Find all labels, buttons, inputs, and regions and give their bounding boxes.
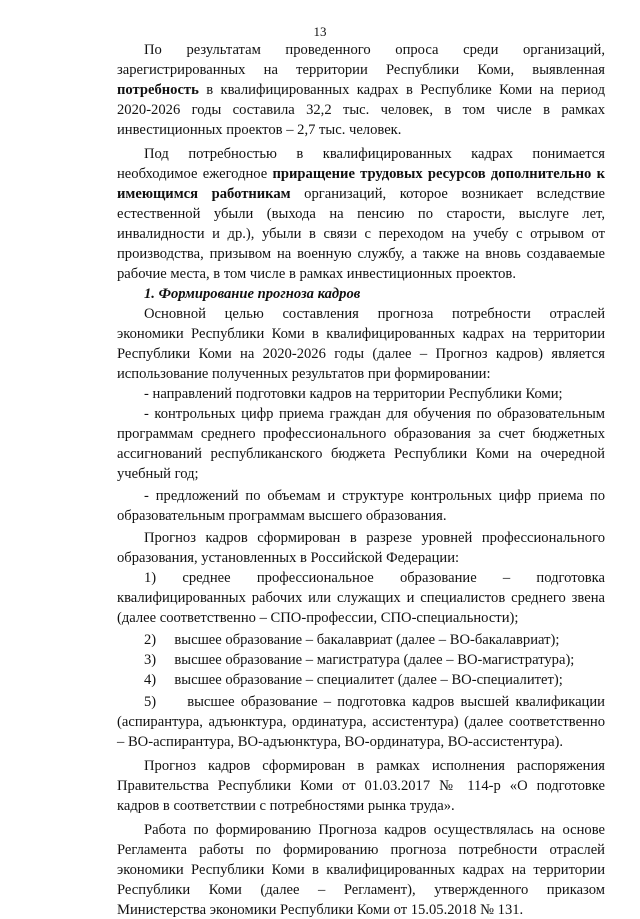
text-line: 2020-2026 годы составила 32,2 тыс. человек, в том числе в рамках — [117, 102, 605, 118]
bold-term: имеющимся работникам — [117, 186, 291, 202]
text-line: Министерства экономики Республики Коми от 15.05.2018 № 131. — [117, 902, 524, 918]
text-span: организаций, которое возникает вследствие — [290, 186, 605, 202]
section-heading: 1. Формирование прогноза кадров — [144, 286, 361, 302]
text-line: Правительства Республики Коми от 01.03.2017 № 114-р «О подготовке — [117, 778, 605, 794]
text-line: Основной целью составления прогноза потребности отраслей — [144, 306, 605, 322]
text-line: Под потребностью в квалифицированных кадрах понимается — [144, 146, 605, 162]
text-line — [117, 82, 605, 99]
text-line: (далее соответственно – СПО-профессии, СПО-специальности); — [117, 610, 519, 626]
text-line: образования, установленных в Российской Федерации: — [117, 550, 460, 566]
text-line: Республики Коми (далее – Регламент), утвержденного приказом — [117, 882, 605, 898]
text-line: Республики Коми на 2020-2026 годы (далее – Прогноз кадров) является — [117, 346, 605, 362]
text-line: - направлений подготовки кадров на территории Республики Коми; — [144, 386, 563, 402]
text-line: инвалидности и др.), убыли в связи с переходом на учебу с отрывом от — [117, 226, 605, 242]
text-line: естественной убыли (выхода на пенсию по старости, выслуге лет, — [117, 206, 605, 222]
text-line: производства, призывом на военную службу, а также на вновь создаваемые — [117, 246, 605, 262]
text-line: По результатам проведенного опроса среди организаций, — [144, 42, 605, 58]
text-line: квалифицированных рабочих или служащих и специалистов среднего звена — [117, 590, 605, 606]
text-line: 5) высшее образование – подготовка кадров высшей квалификации — [144, 694, 605, 710]
page-number: 13 — [313, 24, 327, 39]
bold-term: потребность — [117, 82, 199, 98]
text-line: экономики Республики Коми в квалифицированных кадрах на территории — [117, 862, 605, 878]
bold-term: приращение трудовых ресурсов дополнительно к — [272, 166, 605, 182]
text-line: учебный год; — [117, 466, 199, 482]
text-line: рабочие места, в том числе в рамках инвестиционных проектов. — [117, 266, 516, 282]
text-line: образовательным программам высшего образования. — [117, 508, 447, 524]
text-span: необходимое ежегодное — [117, 166, 273, 182]
text-line: ассигнований республиканского бюджета Республики Коми на очередной — [117, 446, 605, 462]
text-line — [117, 186, 605, 203]
text-line — [117, 166, 605, 183]
text-line: 1) среднее профессиональное образование – подготовка — [144, 570, 605, 586]
text-line: кадров в соответствии с потребностями рынка труда». — [117, 798, 455, 814]
text-line: 4) высшее образование – специалитет (далее – ВО-специалитет); — [144, 672, 563, 688]
text-line: Прогноз кадров сформирован в рамках исполнения распоряжения — [144, 758, 605, 774]
text-line: - предложений по объемам и структуре контрольных цифр приема по — [144, 488, 605, 504]
text-line: 2) высшее образование – бакалавриат (далее – ВО-бакалавриат); — [144, 632, 560, 648]
text-span: в квалифицированных кадрах в Республике Коми на период — [198, 82, 605, 98]
text-line: инвестиционных проектов – 2,7 тыс. человек. — [117, 122, 402, 138]
text-line: программам среднего профессионального образования за счет бюджетных — [117, 426, 605, 442]
text-line: Прогноз кадров сформирован в разрезе уровней профессионального — [144, 530, 605, 546]
text-line: – ВО-аспирантура, ВО-адъюнктура, ВО-ординатура, ВО-ассистентура). — [117, 734, 564, 750]
text-line: Регламента работы по формированию прогноза потребности отраслей — [117, 842, 605, 858]
text-line: использование полученных результатов при формировании: — [117, 366, 491, 382]
text-line: экономики Республики Коми в квалифицированных кадрах на территории — [117, 326, 605, 342]
text-line: - контрольных цифр приема граждан для обучения по образовательным — [144, 406, 605, 422]
text-line: 3) высшее образование – магистратура (далее – ВО-магистратура); — [144, 652, 575, 668]
text-line: зарегистрированных на территории Республики Коми, выявленная — [117, 62, 605, 78]
text-line: (аспирантура, адъюнктура, ординатура, ассистентура) (далее соответственно — [117, 714, 605, 730]
text-line: Работа по формированию Прогноза кадров осуществлялась на основе — [144, 822, 605, 838]
